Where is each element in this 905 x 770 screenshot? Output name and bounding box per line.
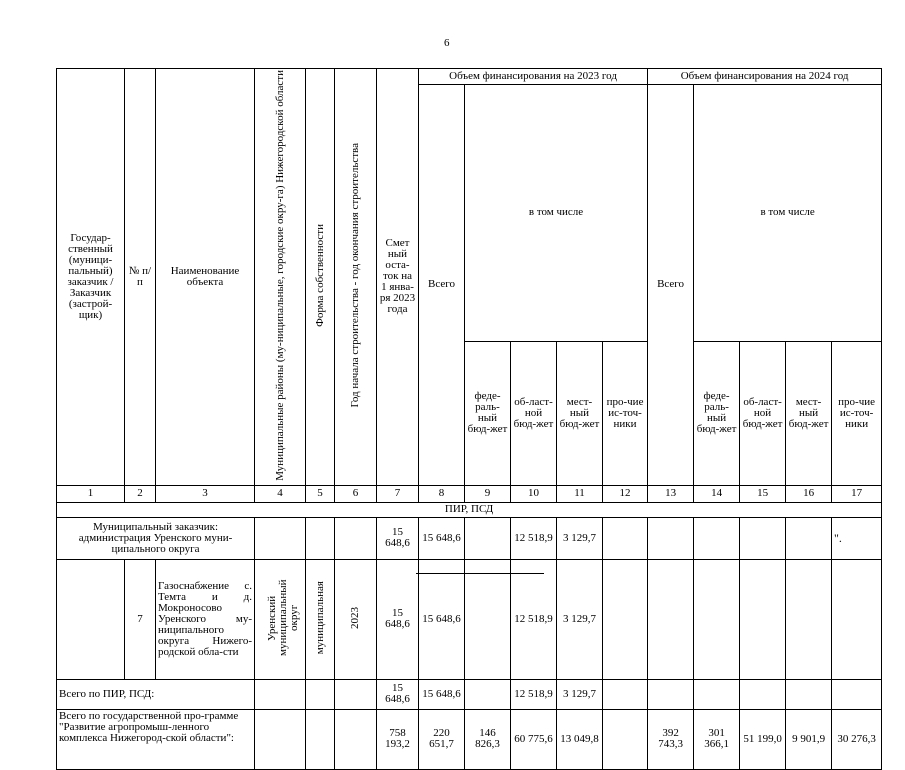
program-local-2023: 13 049,8 (557, 709, 603, 769)
customer-local-2023: 3 129,7 (557, 517, 603, 559)
column-number: 4 (255, 485, 306, 502)
header-federal-2024: феде-раль-ный бюд-жет (694, 341, 740, 485)
header-row-1 (57, 69, 882, 85)
column-number: 2 (125, 485, 156, 502)
column-number: 9 (465, 485, 511, 502)
header-remainder: Смет ный оста-ток на 1 янва-ря 2023 года (377, 69, 419, 486)
header-incl-2024: в том числе (694, 85, 882, 342)
subtotal-row (57, 679, 882, 709)
header-total-2023: Всего (419, 85, 465, 486)
page-number: 6 (444, 37, 450, 49)
program-local-2024: 9 901,9 (786, 709, 832, 769)
customer-remainder: 15 648,6 (377, 517, 419, 559)
program-total-2023: 220 651,7 (419, 709, 465, 769)
object-name: Газоснабжение с. Темта и д. Мокроносово Уренского му-ниципального округа Нижего-родской обла-сти (156, 559, 255, 679)
program-total-2024: 392 743,3 (648, 709, 694, 769)
subtotal-local-2023: 3 129,7 (557, 679, 603, 709)
column-number: 13 (648, 485, 694, 502)
column-number: 14 (694, 485, 740, 502)
section-title-row (57, 502, 882, 517)
customer-regional-2023: 12 518,9 (511, 517, 557, 559)
program-regional-2024: 51 199,0 (740, 709, 786, 769)
closing-quote: ". (834, 531, 842, 545)
column-number: 7 (377, 485, 419, 502)
program-other-2024: 30 276,3 (832, 709, 882, 769)
header-customer: Государ-ственный (муници-пальный) заказчик / Заказчик (застрой-щик) (57, 69, 125, 486)
column-number: 16 (786, 485, 832, 502)
customer-row (57, 517, 882, 559)
object-years-cell (335, 559, 377, 679)
column-number: 1 (57, 485, 125, 502)
header-incl-2023: в том числе (465, 85, 648, 342)
column-number: 5 (306, 485, 335, 502)
header-ownership: Форма собственности (313, 223, 326, 327)
column-number-row (57, 485, 882, 502)
footnote-rule (416, 573, 544, 574)
header-other-2024: про-чие ис-точ-ники (832, 341, 882, 485)
column-number: 17 (832, 485, 882, 502)
header-ownership-cell (306, 69, 335, 486)
header-total-2024: Всего (648, 85, 694, 486)
object-regional-2023: 12 518,9 (511, 559, 557, 679)
header-years-cell (335, 69, 377, 486)
object-local-2023: 3 129,7 (557, 559, 603, 679)
subtotal-label: Всего по ПИР, ПСД: (57, 679, 255, 709)
object-ownership-cell (306, 559, 335, 679)
column-number: 12 (603, 485, 648, 502)
header-fin-2024: Объем финансирования на 2024 год (648, 69, 882, 85)
customer-total-2023: 15 648,6 (419, 517, 465, 559)
header-years: Год начала строительства - год окончания строительства (349, 143, 361, 408)
subtotal-regional-2023: 12 518,9 (511, 679, 557, 709)
object-ownership: муниципальная (313, 581, 326, 655)
column-number: 11 (557, 485, 603, 502)
program-federal-2023: 146 826,3 (465, 709, 511, 769)
object-remainder: 15 648,6 (377, 559, 419, 679)
object-row (57, 559, 882, 679)
header-regional-2023: об-ласт-ной бюд-жет (511, 341, 557, 485)
object-district-cell (255, 559, 306, 679)
header-local-2024: мест-ный бюд-жет (786, 341, 832, 485)
header-other-2023: про-чие ис-точ-ники (603, 341, 648, 485)
column-number: 6 (335, 485, 377, 502)
header-num: № п/п (125, 69, 156, 486)
program-regional-2023: 60 775,6 (511, 709, 557, 769)
object-total-2023: 15 648,6 (419, 559, 465, 679)
header-local-2023: мест-ный бюд-жет (557, 341, 603, 485)
program-remainder: 758 193,2 (377, 709, 419, 769)
header-districts-cell (255, 69, 306, 486)
header-fin-2023: Объем финансирования на 2023 год (419, 69, 648, 85)
header-object-name: Наименование объекта (156, 69, 255, 486)
column-number: 15 (740, 485, 786, 502)
column-number: 3 (156, 485, 255, 502)
header-districts: Муниципальные районы (му-ниципальные, городские окру-га) Нижегородской области (273, 70, 286, 481)
header-federal-2023: феде-раль-ный бюд-жет (465, 341, 511, 485)
object-years: 2023 (349, 606, 361, 629)
subtotal-total-2023: 15 648,6 (419, 679, 465, 709)
section-title: ПИР, ПСД (57, 502, 882, 517)
object-num: 7 (125, 559, 156, 679)
column-number: 8 (419, 485, 465, 502)
subtotal-remainder: 15 648,6 (377, 679, 419, 709)
program-total-row (57, 709, 882, 769)
header-regional-2024: об-ласт-ной бюд-жет (740, 341, 786, 485)
column-number: 10 (511, 485, 557, 502)
customer-label: Муниципальный заказчик: администрация Уренского муни-ципального округа (57, 517, 255, 559)
program-federal-2024: 301 366,1 (694, 709, 740, 769)
object-district: Уренский муниципальный округ (266, 579, 300, 656)
financing-table (56, 68, 882, 770)
program-total-label: Всего по государственной про-грамме "Развитие агропромыш-ленного комплекса Нижегород-ской области": (57, 709, 255, 769)
